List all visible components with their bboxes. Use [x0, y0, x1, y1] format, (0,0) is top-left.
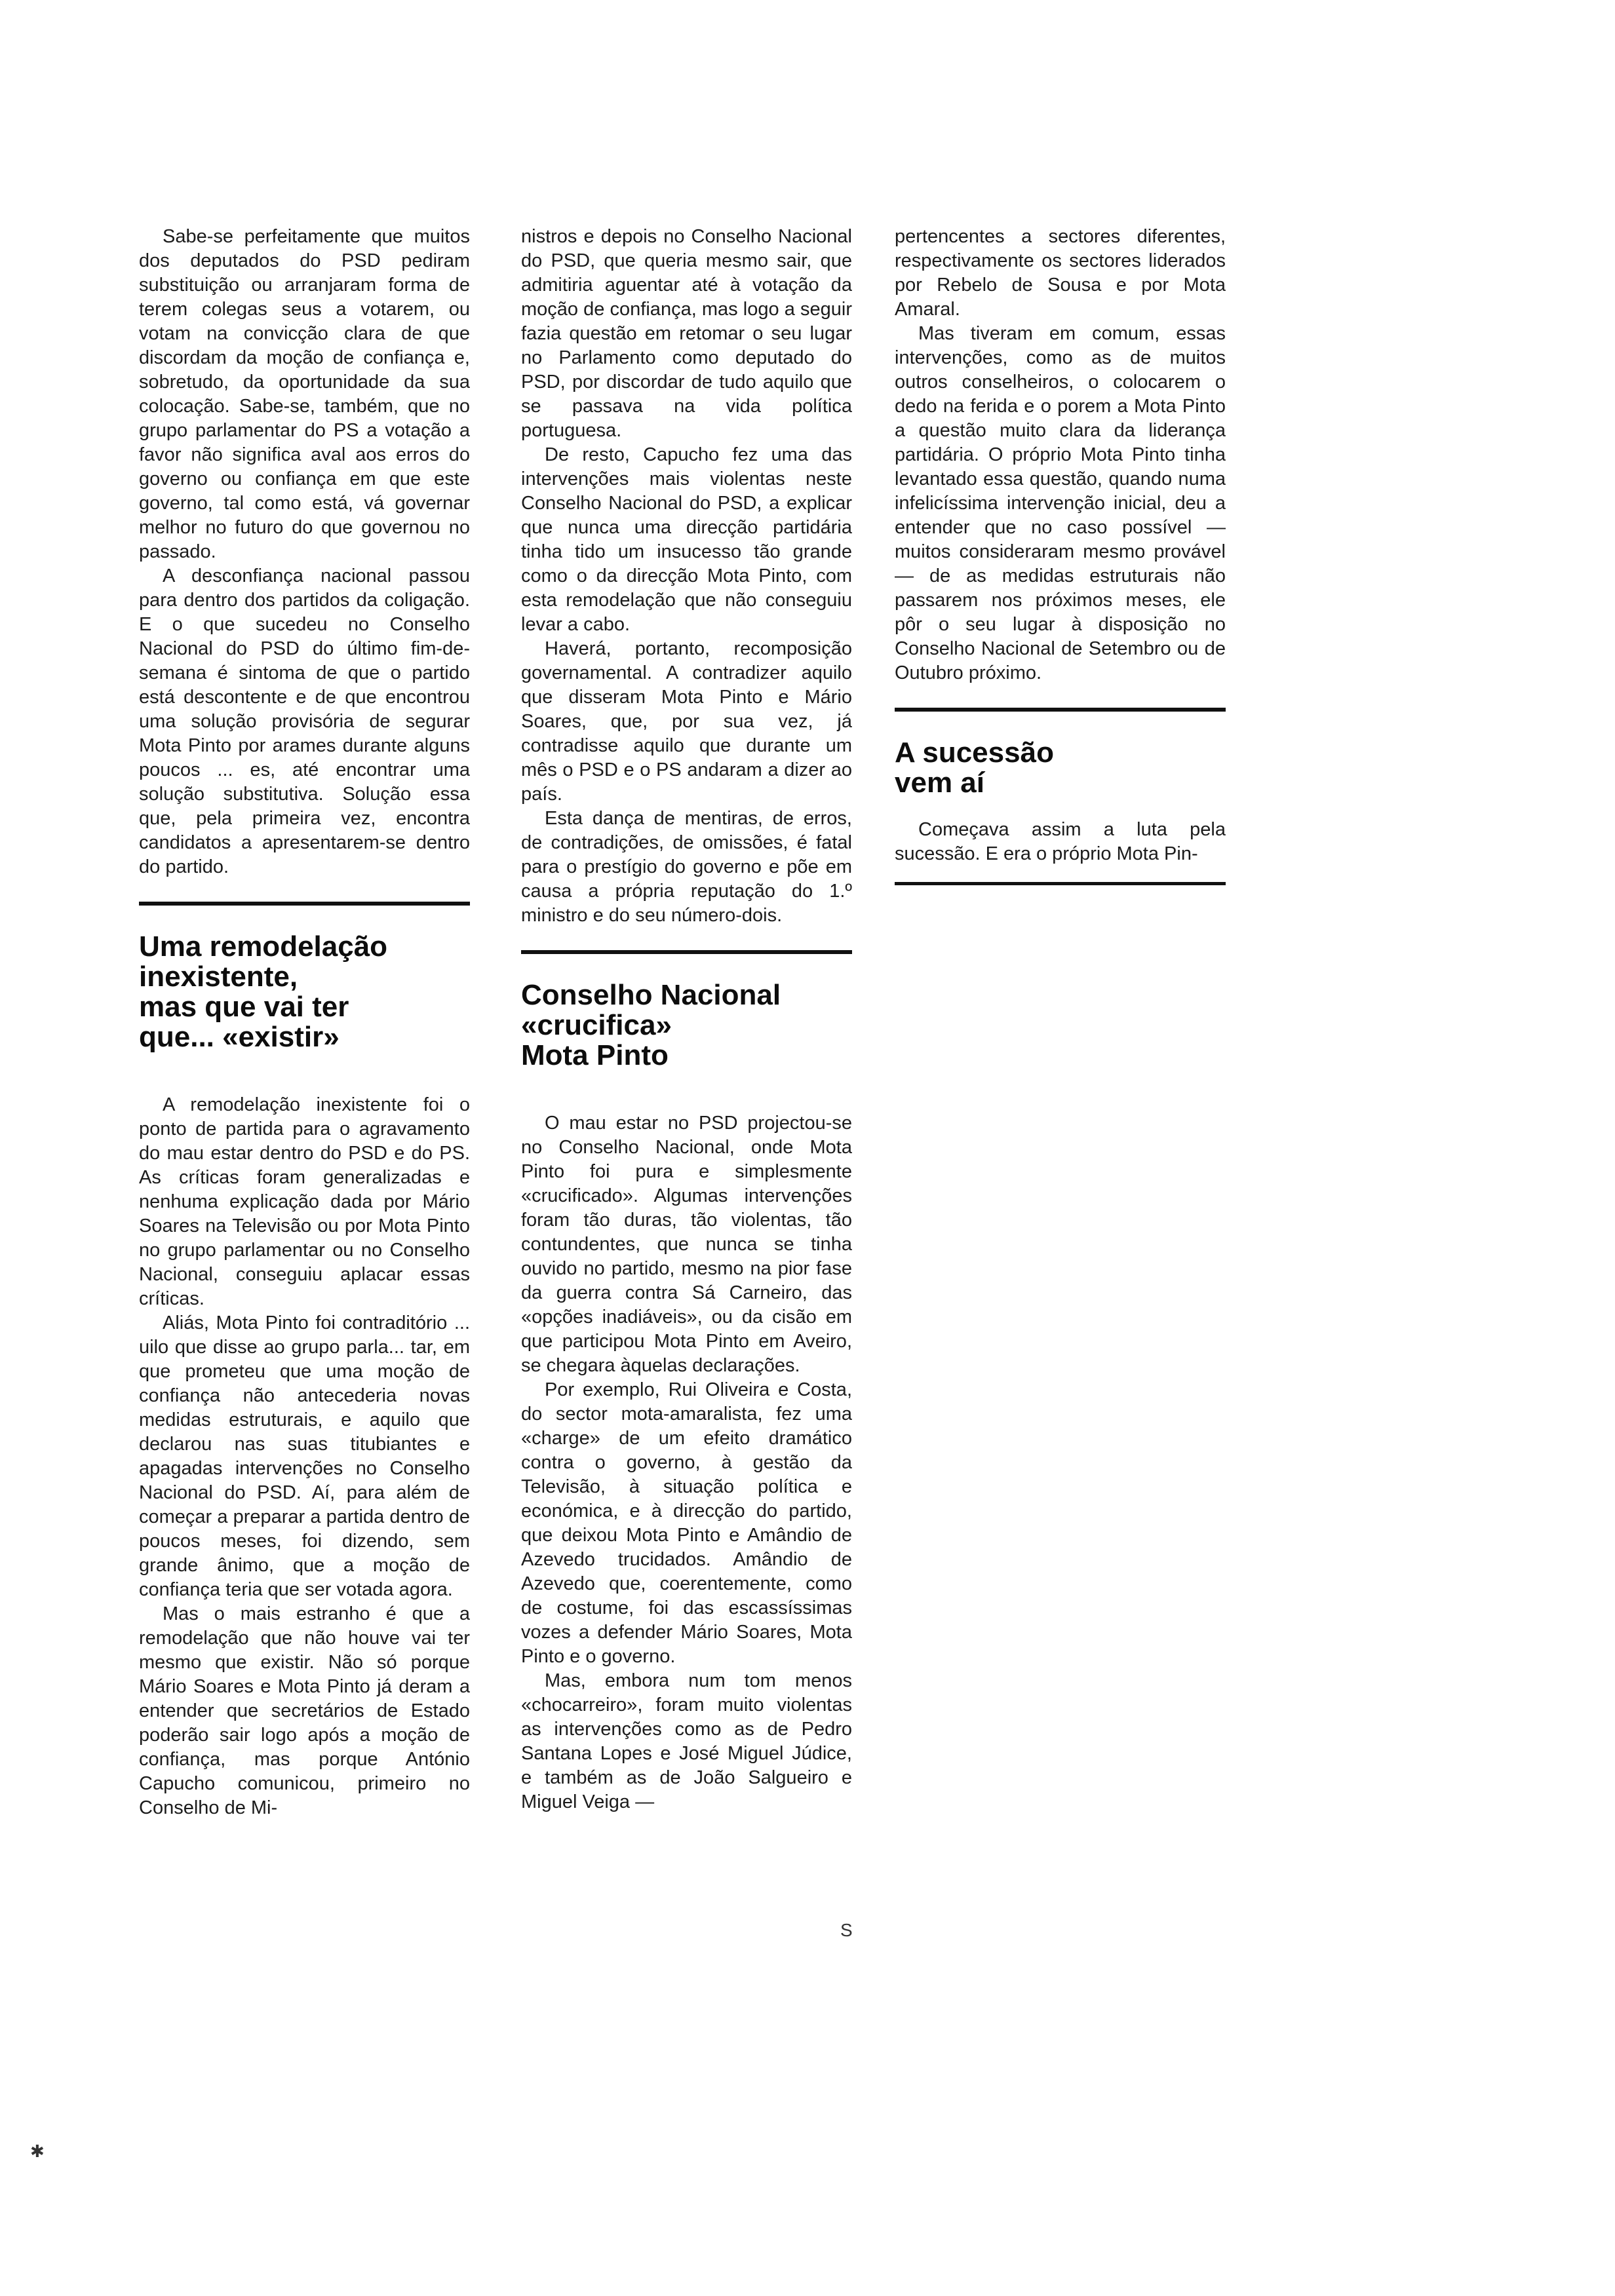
section-headline [895, 738, 1226, 798]
scan-speck: ✱ [30, 2141, 45, 2161]
article-column-1 [139, 225, 470, 1820]
paragraph: pertencentes a sectores diferentes, respectivamente os sectores liderados por Rebelo de Sousa e por Mota Amaral. [895, 226, 1226, 320]
paragraph: Esta dança de mentiras, de erros, de contradições, de omissões, é fatal para o prestígio do governo e põe em causa a própria reputação do 1.º ministro e do seu número-dois. [521, 808, 852, 926]
section-divider [521, 950, 852, 954]
section-headline [139, 932, 470, 1052]
section-headline [521, 980, 852, 1071]
paragraph: Por exemplo, Rui Oliveira e Costa, do sector mota-amaralista, fez uma «charge» de um efeito dramático contra o governo, à gestão da Televisão, à situação política e económica, e à direcção do partido, que deixou Mota Pinto e Amândio de Azevedo trucidados. Amândio de Azevedo que, coerentemente, como de costume, foi das escassíssimas vozes a defender Mário Soares, Mota Pinto e o governo. [521, 1379, 852, 1667]
paragraph: Mas, embora num tom menos «chocarreiro», foram muito violentas as intervenções como as de Pedro Santana Lopes e José Miguel Júdice, e também as de João Salgueiro e Miguel Veiga — [521, 1670, 852, 1812]
paragraph: A remodelação inexistente foi o ponto de partida para o agravamento do mau estar dentro do PSD e do PS. As críticas foram generalizadas e nenhuma explicação dada por Mário Soares na Televisão ou por Mota Pinto no grupo parlamentar ou no Conselho Nacional, conseguiu aplacar essas críticas. [139, 1094, 470, 1309]
section-divider [139, 902, 470, 906]
paragraph: Mas tiveram em comum, essas intervenções, como as de muitos outros conselheiros, o colocarem o dedo na ferida e o porem a Mota Pinto a questão muito clara da liderança partidária. O próprio Mota Pinto tinha levantado essa questão, quando numa infelicíssima intervenção inicial, deu a entender que no caso possível — muitos consideraram mesmo provável — de as medidas estruturais não passarem nos próximos meses, ele pôr o seu lugar à disposição no Conselho Nacional de Setembro ou de Outubro próximo. [895, 323, 1226, 683]
section-divider [895, 708, 1226, 712]
continuation-mark: S [840, 1920, 853, 1940]
paragraph: A desconfiança nacional passou para dentro dos partidos da coligação. E o que sucedeu no Conselho Nacional do PSD do último fim-de-semana é sintoma de que o partido está descontente e de que encontrou uma solução provisória de segurar Mota Pinto por arames durante alguns poucos ... es, até encontrar uma solução substitutiva. Solução essa que, pela primeira vez, encontra candidatos a apresentarem-se dentro do partido. [139, 565, 470, 877]
headline-line: Mota Pinto [521, 1039, 669, 1071]
paragraph: Sabe-se perfeitamente que muitos dos deputados do PSD pediram substituição ou arranjaram forma de terem colegas seus a votarem, ou votam na convicção clara de que discordam da moção de confiança e, sobretudo, da oportunidade da sua colocação. Sabe-se, também, que no grupo parlamentar do PS a votação a favor não significa aval aos erros do governo ou confiança em que este governo, tal como está, vá governar melhor no futuro do que governou no passado. [139, 226, 470, 562]
paragraph: De resto, Capucho fez uma das intervenções mais violentas neste Conselho Nacional do PSD, a explicar que nunca uma direcção partidária tinha tido um insucesso tão grande como o da direcção Mota Pinto, com esta remodelação que não conseguiu levar a cabo. [521, 444, 852, 635]
headline-line: Conselho Nacional [521, 979, 781, 1011]
headline-line: «crucifica» [521, 1009, 672, 1041]
paragraph: O mau estar no PSD projectou-se no Conselho Nacional, onde Mota Pinto foi pura e simplesmente «crucificado». Algumas intervenções foram tão duras, tão violentas, tão contundentes, que nunca se tinha ouvido no partido, mesmo na pior fase da guerra contra Sá Carneiro, das «opções inadiáveis», ou da cisão em que participou Mota Pinto em Aveiro, se chegara àquelas declarações. [521, 1113, 852, 1376]
headline-line: inexistente, [139, 961, 298, 993]
headline-line: vem aí [895, 767, 984, 799]
paragraph: Aliás, Mota Pinto foi contraditório ... uilo que disse ao grupo parla... tar, em que prometeu que uma moção de confiança não antecederia novas medidas estruturais, e aquilo que declarou nas suas titubiantes e apagadas intervenções no Conselho Nacional do PSD. Aí, para além de começar a preparar a partida dentro de poucos meses, foi dizendo, sem grande ânimo, que a moção de confiança teria que ser votada agora. [139, 1312, 470, 1600]
headline-line: que... «existir» [139, 1021, 340, 1053]
paragraph: Haverá, portanto, recomposição governamental. A contradizer aquilo que disseram Mota Pinto e Mário Soares, que, por sua vez, já contradisse aquilo que durante um mês o PSD e o PS andaram a dizer ao país. [521, 638, 852, 805]
section-divider [895, 882, 1226, 885]
article-column-2 [521, 225, 852, 1814]
paragraph: Começava assim a luta pela sucessão. E era o próprio Mota Pin- [895, 819, 1226, 864]
headline-line: Uma remodelação [139, 930, 388, 963]
article-column-3 [895, 225, 1226, 911]
headline-line: mas que vai ter [139, 991, 349, 1023]
headline-line: A sucessão [895, 737, 1054, 769]
paragraph: Mas o mais estranho é que a remodelação que não houve vai ter mesmo que existir. Não só porque Mário Soares e Mota Pinto já deram a entender que secretários de Estado poderão sair logo após a moção de confiança, mas porque António Capucho comunicou, primeiro no Conselho de Mi- [139, 1603, 470, 1818]
paragraph: nistros e depois no Conselho Nacional do PSD, que queria mesmo sair, que admitiria aguentar até à votação da moção de confiança, mas logo a seguir fazia questão em retomar o seu lugar no Parlamento como deputado do PSD, por discordar de tudo aquilo que se passava na vida política portuguesa. [521, 226, 852, 441]
